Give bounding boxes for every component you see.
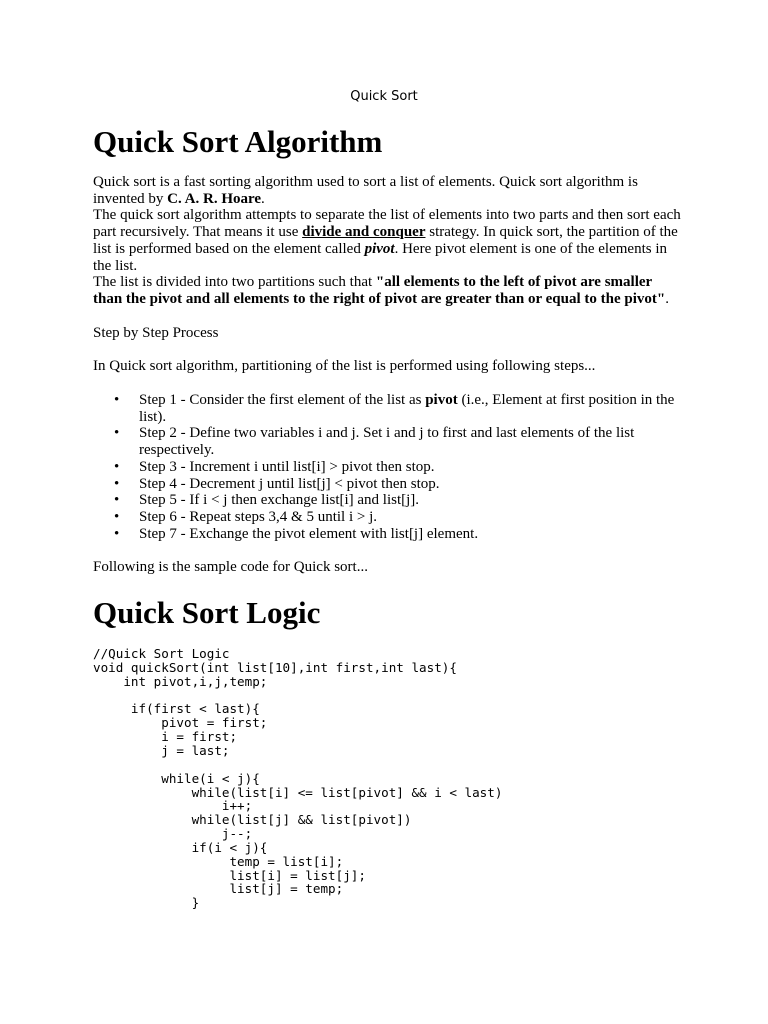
list-item [139, 392, 683, 425]
list-item: • Step 7 - Exchange the pivot element with list[j] element. [139, 526, 683, 543]
step-1-rest: (i.e., Element at first position in the list). [139, 392, 675, 425]
list-item: • Step 4 - Decrement j until list[j] < pivot then stop. [139, 476, 683, 493]
partition-rule: "all elements to the left of pivot are smaller than the pivot and all elements to the right of pivot are greater than or equal to the pivot" [93, 274, 666, 307]
code-block: //Quick Sort Logic void quickSort(int list[10],int first,int last){ int pivot,i,j,temp; if(first < last){ pivot = first; i = first; j = last; while(i < j){ while(list[i] <= list[pivot] && i < last) i++; while(list[j] && list[pivot]) j--; if(i < j){ temp = list[i]; list[i] = list[j]; list[j] = temp; } [93, 646, 503, 911]
step-1-pivot: pivot [425, 392, 458, 409]
inventor-name: C. A. R. Hoare [167, 190, 262, 207]
main-heading: Quick Sort Algorithm [93, 124, 383, 159]
list-item: • Step 6 - Repeat steps 3,4 & 5 until i > j. [139, 509, 683, 526]
step-heading: Step by Step Process [93, 324, 219, 341]
intro-end-3: . [665, 290, 669, 307]
intro-text-3: The list is divided into two partitions such that [93, 274, 376, 291]
intro-end-2: . Here pivot element is one of the elements in the list. [93, 240, 667, 274]
list-item: • Step 3 - Increment i until list[i] > pivot then stop. [139, 459, 683, 476]
steps-list [93, 392, 683, 542]
step-1-text: Step 1 - Consider the first element of the list as [139, 392, 426, 409]
intro-end-1: . [261, 190, 265, 207]
page-header: Quick Sort [350, 89, 418, 104]
intro-text-1: Quick sort is a fast sorting algorithm used to sort a list of elements. Quick sort algorithm is invented by [93, 174, 638, 207]
logic-heading: Quick Sort Logic [93, 595, 321, 631]
divide-and-conquer-term: divide and conquer [302, 224, 426, 241]
list-item: • Step 2 - Define two variables i and j. Set i and j to first and last elements of the list respectively. [139, 425, 683, 458]
intro-text-2: The quick sort algorithm attempts to separate the list of elements into two parts and then sort each part recursively. That means it use [93, 207, 681, 241]
pivot-term: pivot [364, 240, 395, 257]
document-body [93, 124, 683, 910]
step-intro: In Quick sort algorithm, partitioning of the list is performed using following steps... [93, 358, 596, 375]
sample-code-intro: Following is the sample code for Quick sort... [93, 559, 368, 576]
list-item: • Step 5 - If i < j then exchange list[i] and list[j]. [139, 492, 683, 509]
intro-paragraph-3 [93, 274, 683, 307]
intro-mid-2: strategy. In quick sort, the partition of the list is performed based on the element called [93, 224, 678, 257]
intro-paragraph-2 [93, 207, 683, 274]
intro-paragraph-1 [93, 174, 683, 207]
